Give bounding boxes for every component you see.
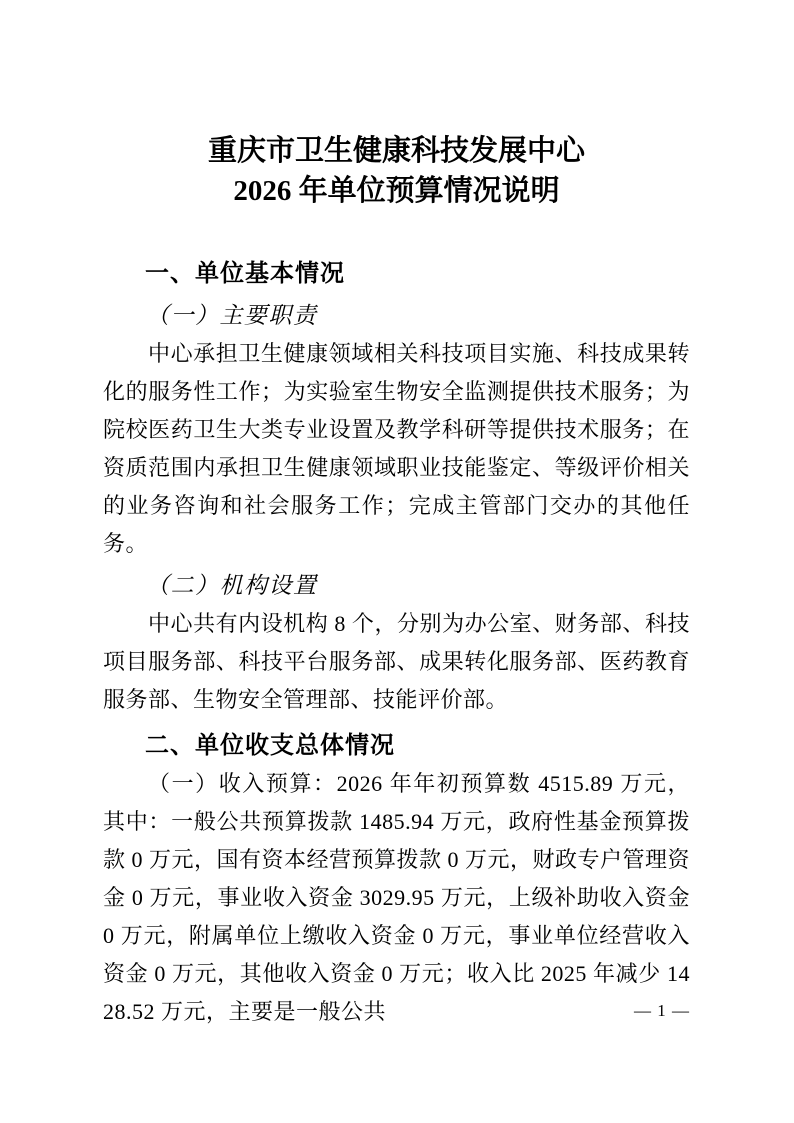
document-title-line2: 2026 年单位预算情况说明 bbox=[233, 175, 560, 207]
section-heading: 一、单位基本情况 bbox=[145, 260, 345, 287]
paragraph: 中心共有内设机构 8 个，分别为办公室、财务部、科技项目服务部、科技平台服务部、成果转化服务部、医药教育服务部、生物安全管理部、技能评价部。 bbox=[103, 611, 690, 712]
document-title bbox=[103, 131, 690, 211]
paragraph: （一）收入预算：2026 年年初预算数 4515.89 万元，其中：一般公共预算拨款 1485.94 万元，政府性基金预算拨款 0 万元，国有资本经营预算拨款 0 万元，财政专户管理资金 0 万元，事业收入资金 3029.95 万元，上级补助收入资金 0 万元，附属单位上缴收入资金 0 万元，事业单位经营收入资金 0 万元，其他收入资金 0 万元；收入比 2025 年减少 1428.52 万元，主要是一般公共 bbox=[103, 771, 691, 1024]
document-body bbox=[103, 255, 690, 1031]
subsection-heading: （一）主要职责 bbox=[146, 303, 318, 328]
document-title-line1: 重庆市卫生健康科技发展中心 bbox=[207, 135, 585, 167]
document-content bbox=[103, 0, 690, 1031]
section-heading: 二、单位收支总体情况 bbox=[145, 732, 395, 759]
subsection-heading: （二）机构设置 bbox=[146, 573, 318, 598]
page-number: — 1 — bbox=[634, 1001, 690, 1020]
paragraph: 中心承担卫生健康领域相关科技项目实施、科技成果转化的服务性工作；为实验室生物安全监测提供技术服务；为院校医药卫生大类专业设置及教学科研等提供技术服务；在资质范围内承担卫生健康领域职业技能鉴定、等级评价相关的业务咨询和社会服务工作；完成主管部门交办的其他任务。 bbox=[103, 341, 690, 556]
